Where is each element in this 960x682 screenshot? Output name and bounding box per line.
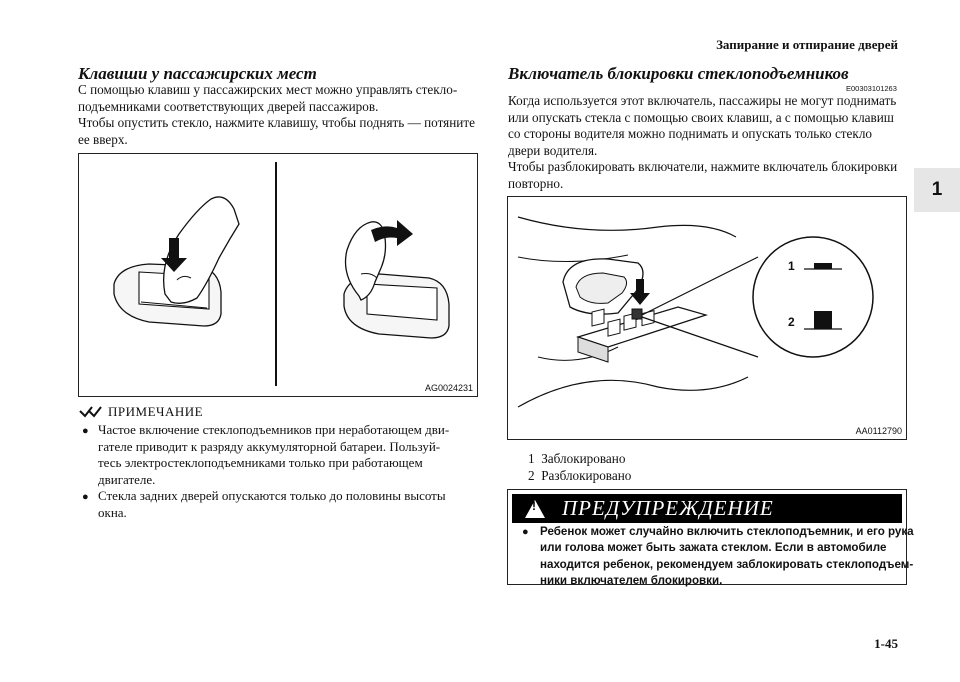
- paragraph-line: повторно.: [508, 175, 564, 191]
- lock-button: [632, 309, 642, 319]
- note-label: ПРИМЕЧАНИЕ: [108, 404, 204, 419]
- warning-line: или голова может быть зажата стеклом. Если в автомобиле: [540, 541, 887, 555]
- warning-line: ники включателем блокировки.: [540, 573, 723, 587]
- legend-text: Заблокировано: [541, 451, 626, 466]
- warning-line: находится ребенок, рекомендуем заблокировать стеклоподъем-: [540, 557, 914, 571]
- pull-up-illustration: [344, 220, 449, 338]
- paragraph-line: со стороны водителя можно поднимать и опускать только стекло: [508, 126, 872, 142]
- figure-code: AG0024231: [424, 383, 473, 393]
- note-item-line: Частое включение стеклоподъемников при неработающем дви-: [98, 422, 450, 437]
- section-heading-lock-switch: Включатель блокировки стеклоподъемников: [508, 64, 849, 83]
- note-item-line: Стекла задних дверей опускаются только до половины высоты: [98, 488, 446, 504]
- page-number: 1-45: [874, 636, 898, 651]
- note-item-line: гателе приводит к разряду аккумуляторной батареи. Пользуй-: [98, 438, 441, 454]
- bullet-icon: ●: [522, 526, 529, 538]
- passenger-switch-figure: [78, 153, 478, 397]
- legend-text: Разблокировано: [541, 467, 632, 483]
- note-item-line: двигателе.: [98, 471, 156, 487]
- legend-number: 2: [528, 467, 535, 483]
- lock-switch-paragraph: [508, 93, 897, 193]
- paragraph-line: Чтобы разблокировать включатели, нажмите включатель блокировки: [508, 159, 898, 175]
- paragraph-line: двери водителя.: [508, 142, 598, 158]
- paragraph-line: подъемниками соответствующих дверей пассажиров.: [78, 98, 379, 114]
- warning-header: [512, 494, 902, 523]
- note-item: [78, 422, 478, 488]
- locked-switch-icon: [814, 263, 832, 269]
- legend-number: 1: [528, 451, 535, 466]
- section-heading-passenger-switches: Клавиши у пассажирских мест: [78, 64, 317, 83]
- warning-exclamation: !: [532, 499, 536, 513]
- warning-title: ПРЕДУПРЕЖДЕНИЕ: [562, 496, 774, 520]
- reference-code: E00303101263: [846, 84, 897, 93]
- note-block: [78, 402, 478, 522]
- legend-item: [528, 468, 631, 485]
- callout-line: [642, 257, 758, 315]
- warning-line: Ребенок может случайно включить стеклоподъемник, и его рука: [540, 525, 914, 538]
- unlocked-switch-icon: [814, 311, 832, 329]
- note-check-icon: [78, 404, 104, 420]
- paragraph-line: Когда используется этот включатель, пассажиры не могут поднимать: [508, 93, 897, 108]
- passenger-switch-illustration: [79, 154, 477, 396]
- bullet-icon: ●: [82, 491, 89, 504]
- callout-number-1: 1: [788, 259, 795, 273]
- figure-code: AA0112790: [855, 426, 902, 436]
- figure-legend: [528, 451, 631, 484]
- legend-item: [528, 451, 631, 468]
- callout-number-2: 2: [788, 315, 795, 329]
- callout-line: [642, 317, 758, 357]
- paragraph-line: или опускать стекла с помощью своих клавиш, а с помощью клавиш: [508, 109, 894, 125]
- lock-switch-figure: [507, 196, 907, 440]
- note-item-line: окна.: [98, 504, 127, 520]
- passenger-switches-paragraph: [78, 82, 475, 148]
- paragraph-line: С помощью клавиш у пассажирских мест можно управлять стекло-: [78, 82, 458, 97]
- warning-body: [522, 524, 914, 589]
- note-item: [78, 488, 478, 521]
- door-panel-illustration: [508, 197, 906, 439]
- magnifier-circle: [753, 237, 873, 357]
- paragraph-line: Чтобы опустить стекло, нажмите клавишу, чтобы поднять — потяните: [78, 115, 475, 131]
- press-down-illustration: [114, 197, 239, 326]
- running-header: Запирание и отпирание дверей: [716, 37, 898, 52]
- bullet-icon: ●: [82, 425, 89, 437]
- warning-box: [507, 489, 914, 587]
- chapter-tab: 1: [914, 168, 960, 212]
- paragraph-line: ее вверх.: [78, 131, 128, 147]
- note-item-line: тесь электростеклоподъемниками только при работающем: [98, 455, 423, 471]
